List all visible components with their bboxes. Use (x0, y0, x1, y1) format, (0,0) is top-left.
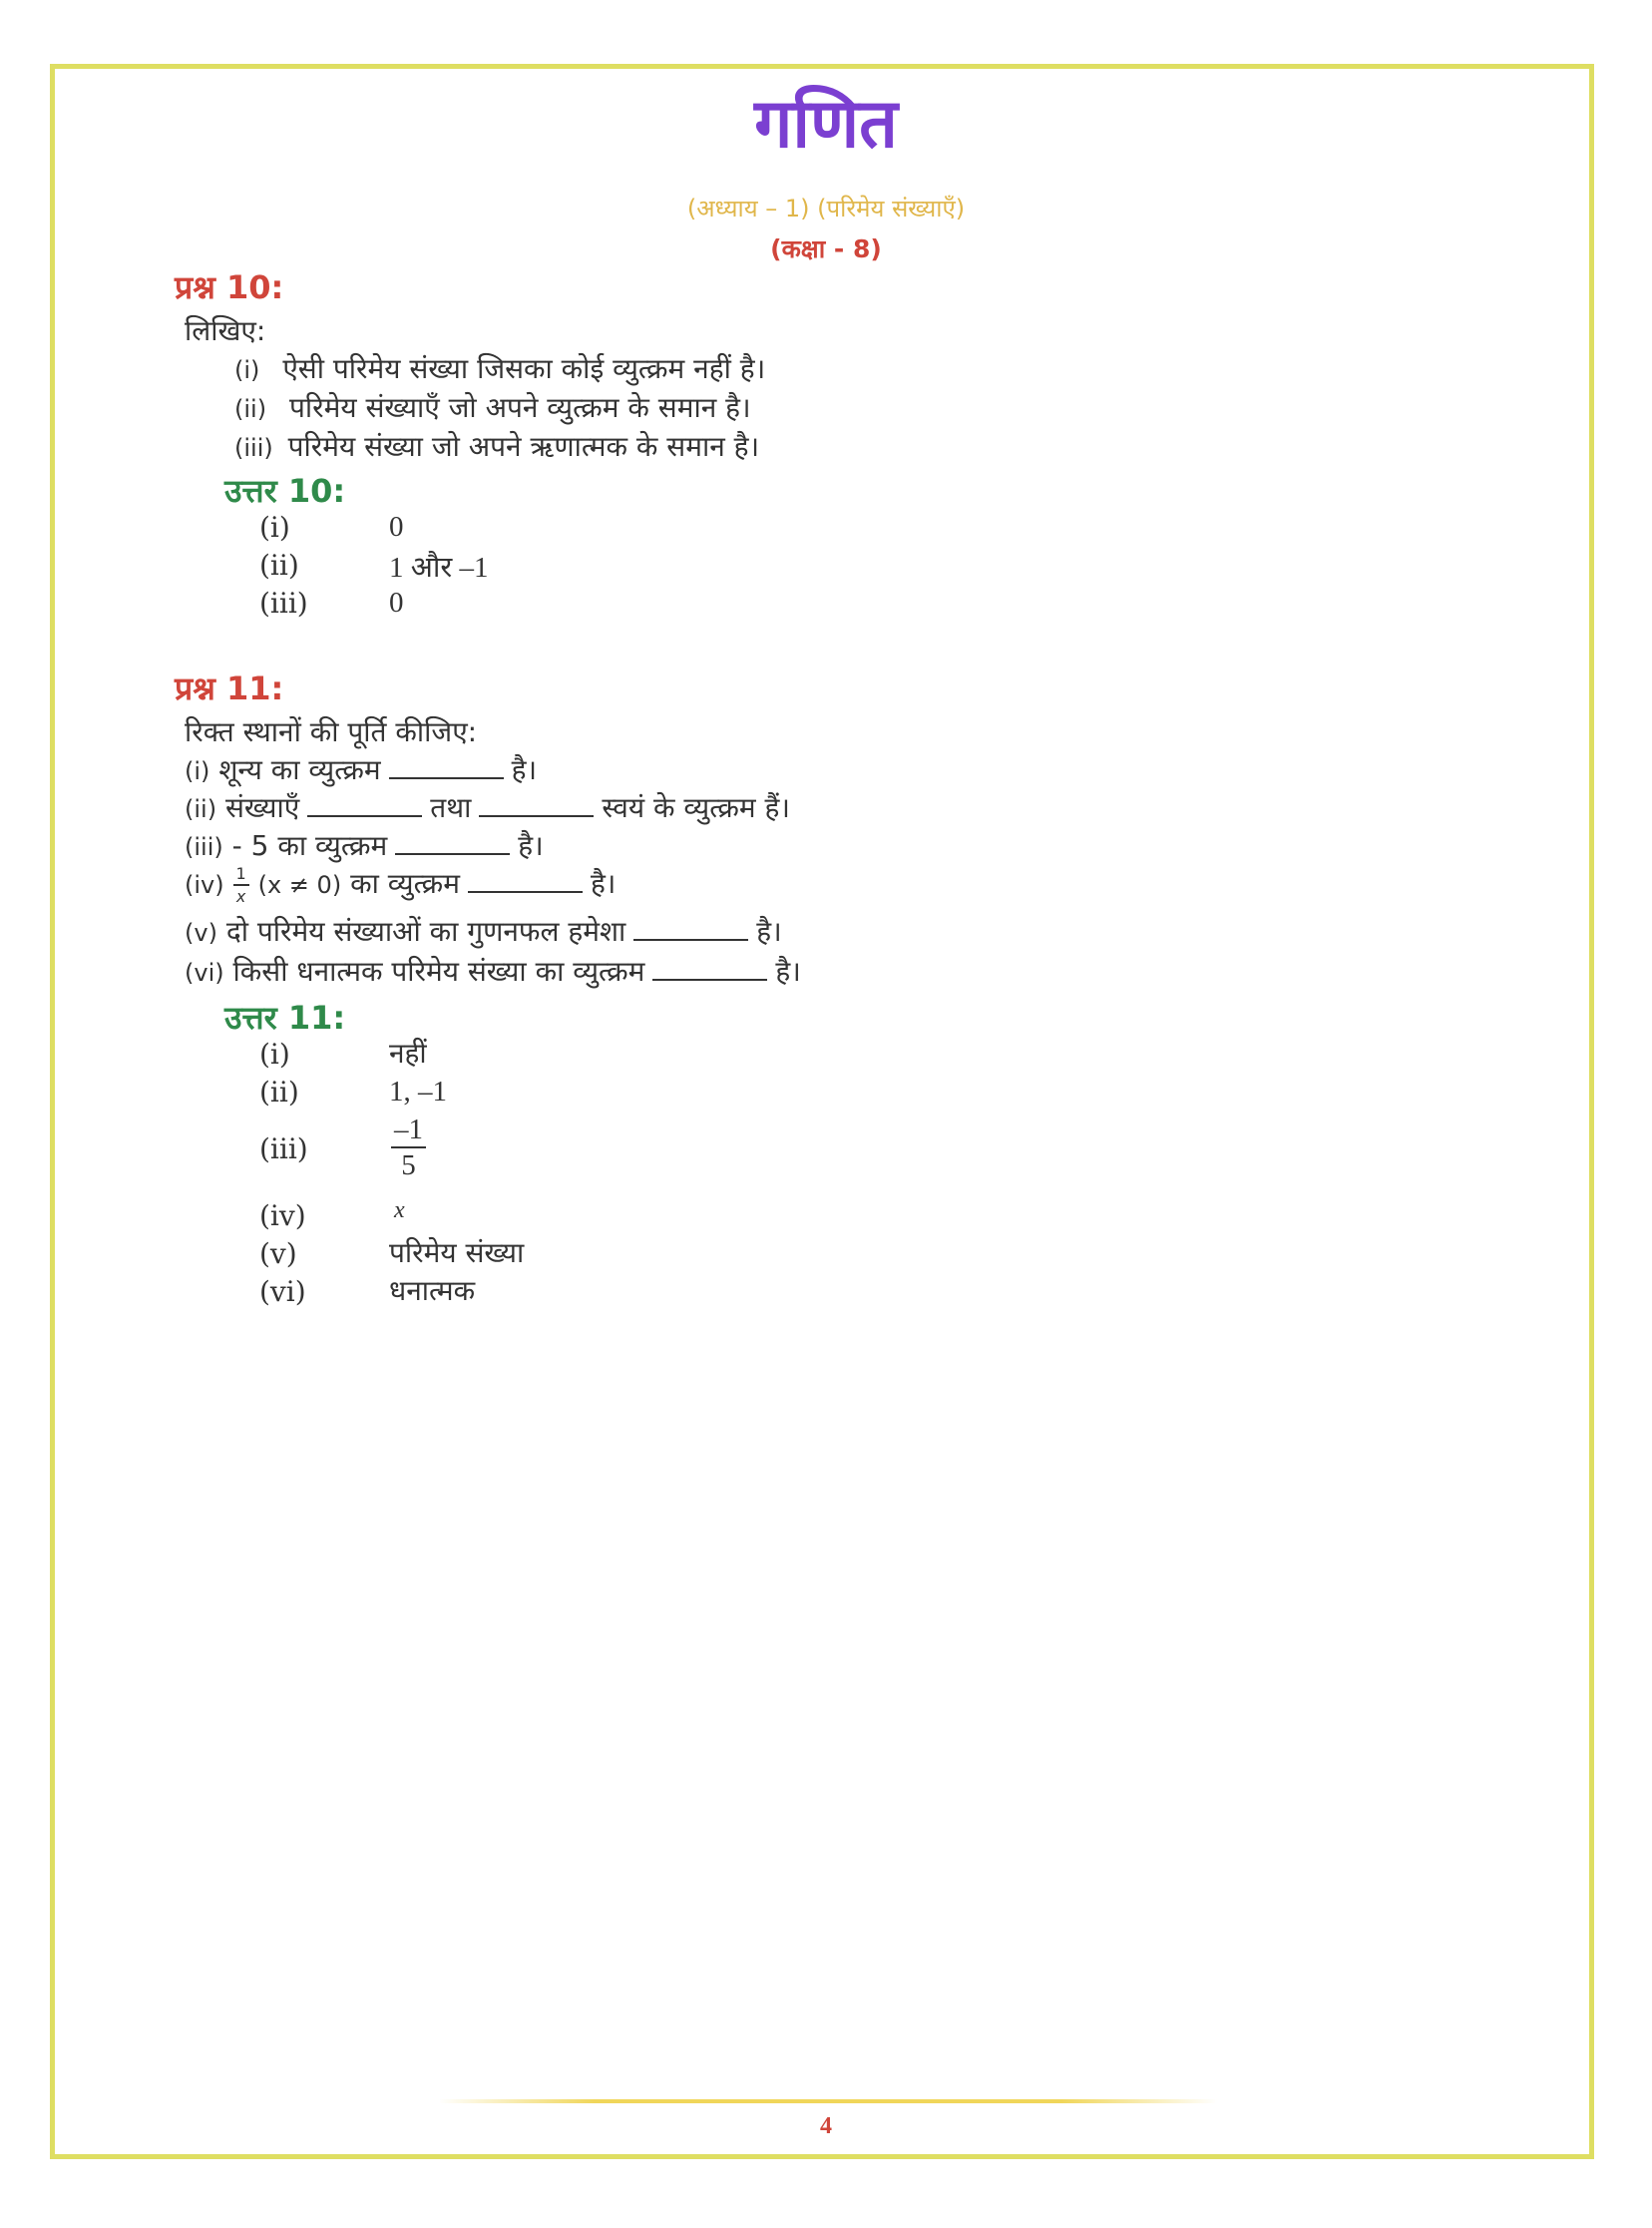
question-10-item (234, 427, 759, 465)
line-text: दो परिमेय संख्याओं का गुणनफल हमेशा (225, 915, 626, 948)
line-number: (ii) (185, 795, 217, 823)
answer-value: परिमेय संख्या (389, 1236, 525, 1269)
line-text: तथा (430, 791, 472, 824)
line-number: (v) (185, 919, 217, 947)
question-11-line (185, 826, 544, 864)
question-11-line (185, 952, 801, 990)
fraction-denominator: 5 (401, 1149, 416, 1181)
line-number: (iv) (185, 871, 224, 899)
answer-value: x (394, 1197, 405, 1223)
line-text: किसी धनात्मक परिमेय संख्या का व्युत्क्रम (232, 955, 645, 988)
answer-value: धनात्मक (389, 1274, 476, 1307)
question-10-item (234, 349, 765, 387)
line-text: है। (775, 955, 801, 988)
fraction (391, 1115, 426, 1180)
line-text: है। (511, 753, 538, 786)
fraction-denominator: x (235, 886, 246, 906)
fill-blank (468, 869, 583, 893)
line-text: - 5 का व्युत्क्रम (231, 829, 388, 862)
question-11-intro: रिक्त स्थानों की पूर्ति कीजिए: (185, 715, 478, 748)
page-title: गणित (754, 85, 898, 164)
question-11-line (185, 912, 782, 950)
fraction-numerator: 1 (233, 866, 249, 886)
chapter-subtitle: (अध्याय – 1) (परिमेय संख्याएँ) (686, 195, 966, 223)
fraction (233, 863, 249, 906)
line-text: है। (518, 829, 544, 862)
line-text: स्वयं के व्युत्क्रम हैं। (602, 791, 790, 824)
question-11-line (185, 864, 616, 905)
answer-value: 1 और –1 (389, 552, 489, 584)
question-11-heading: प्रश्न 11: (175, 669, 284, 707)
answer-value (391, 1115, 426, 1180)
answer-number: (v) (259, 1237, 297, 1270)
answer-number: (iv) (259, 1199, 306, 1232)
answer-number: (ii) (259, 1076, 299, 1109)
answer-number: (i) (259, 1038, 290, 1071)
question-10-heading: प्रश्न 10: (175, 268, 284, 306)
line-text: है। (756, 915, 782, 948)
question-10-item (234, 388, 751, 426)
answer-10-heading: उत्तर 10: (224, 472, 346, 510)
answer-value: 0 (389, 587, 404, 619)
fill-blank (633, 917, 748, 941)
item-text: परिमेय संख्याएँ जो अपने व्युत्क्रम के समान है। (288, 391, 751, 424)
fill-blank (652, 957, 767, 981)
item-text: परिमेय संख्या जो अपने ऋणात्मक के समान है। (287, 430, 760, 463)
fill-blank (389, 755, 504, 779)
line-number: (vi) (185, 959, 224, 987)
answer-11-heading: उत्तर 11: (224, 999, 346, 1037)
condition: (x ≠ 0) (257, 871, 342, 899)
item-number: (i) (234, 356, 260, 384)
fill-blank (395, 831, 510, 855)
item-number: (ii) (234, 395, 267, 423)
item-text: ऐसी परिमेय संख्या जिसका कोई व्युत्क्रम नहीं है। (282, 352, 766, 385)
answer-number: (ii) (259, 549, 299, 582)
class-label: (कक्षा - 8) (770, 234, 882, 263)
fill-blank (479, 793, 594, 817)
question-11-line (185, 750, 537, 788)
fill-blank (307, 793, 422, 817)
line-text: संख्याएँ (224, 791, 300, 824)
page-number: 4 (820, 2113, 832, 2139)
fraction-numerator: –1 (391, 1115, 426, 1148)
question-10-intro: लिखिए: (185, 314, 266, 347)
line-number: (i) (185, 757, 210, 785)
answer-value: नहीं (389, 1037, 427, 1070)
answer-number: (iii) (259, 1132, 308, 1165)
answer-number: (vi) (259, 1275, 306, 1308)
answer-number: (i) (259, 511, 290, 544)
line-text: शून्य का व्युत्क्रम (218, 753, 381, 786)
question-11-line (185, 788, 790, 826)
answer-number: (iii) (259, 587, 308, 620)
answer-value: 1, –1 (389, 1076, 447, 1108)
line-text: है। (590, 867, 617, 900)
line-text: का व्युत्क्रम (350, 867, 460, 900)
answer-value: 0 (389, 511, 404, 543)
item-number: (iii) (234, 434, 273, 462)
footer-divider (439, 2099, 1217, 2103)
line-number: (iii) (185, 833, 223, 861)
